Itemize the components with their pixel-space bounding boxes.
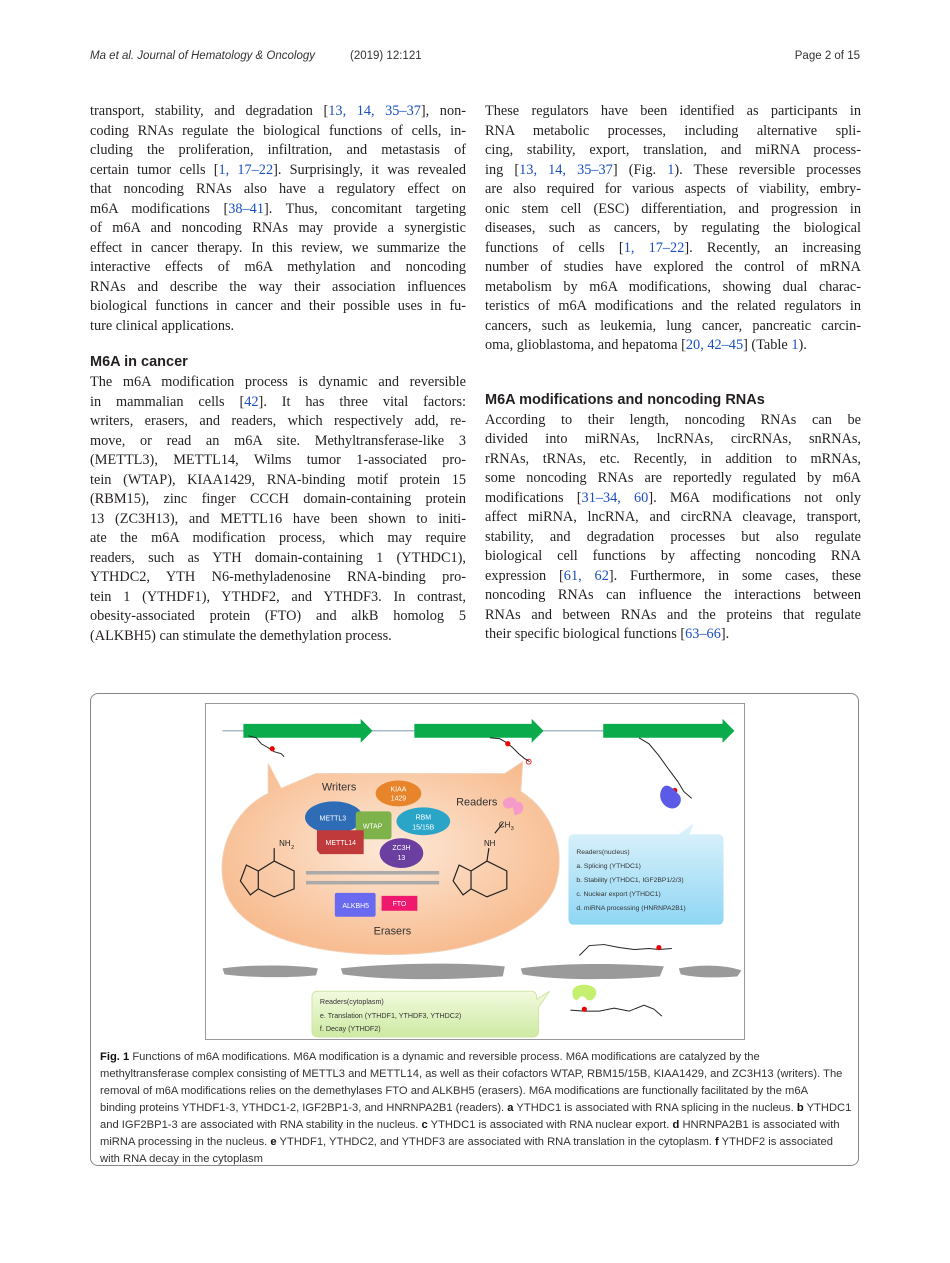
- caption-text: Functions of m6A modifications. M6A modification is a dynamic and reversible process. M6A modifications are catalyzed by the: [129, 1051, 760, 1063]
- citation-link[interactable]: 1, 17–22: [623, 239, 685, 256]
- text-line: writers, erasers, and readers, which respectively add, re-: [90, 413, 466, 429]
- text-line: tein 1 (YTHDF1), YTHDF2, and YTHDF3. In contrast,: [90, 588, 466, 605]
- citation-link[interactable]: 38–41: [228, 200, 264, 217]
- caption-label: d: [672, 1119, 680, 1131]
- caption-line: [100, 1083, 850, 1100]
- nh2-subscript: 2: [291, 845, 295, 852]
- text-line: rRNAs, tRNAs, etc. Recently, in addition to mRNAs,: [485, 450, 861, 467]
- caption-label: Fig. 1: [100, 1051, 130, 1063]
- text-line: YTHDC2, YTH N6-methyladenosine RNA-binding pro-: [90, 569, 466, 585]
- text-line: teristics of m6A modifications and the related regulators in: [485, 298, 861, 314]
- callout-item: c. Nuclear export (YTHDC1): [576, 890, 661, 898]
- text-line: ate the m6A modification process, which may require: [90, 530, 466, 546]
- paragraph: [90, 102, 466, 336]
- citation-link[interactable]: 61, 62: [563, 567, 609, 584]
- section-heading: M6A modifications and noncoding RNAs: [485, 391, 765, 408]
- citation-link[interactable]: 20, 42–45: [685, 337, 744, 353]
- text-line: that noncoding RNAs also have a regulatory effect on: [90, 181, 466, 197]
- text-line: interactive effects of m6A methylation and noncoding: [90, 259, 466, 275]
- rbm-label: RBM: [415, 814, 432, 822]
- caption-line: [100, 1151, 850, 1168]
- erasers-label: Erasers: [373, 925, 412, 938]
- figure-caption: [100, 1049, 850, 1168]
- callout-title: Readers(nucleus): [576, 849, 630, 857]
- right-column: [485, 102, 861, 645]
- forward-reaction-arrow: [306, 871, 439, 874]
- text-line: stability, and degradation processes but also regulate: [485, 528, 861, 545]
- text-line: metabolism by m6A modifications, showing dual charac-: [485, 278, 861, 295]
- caption-text: HNRNPA2B1 is associated with: [679, 1119, 840, 1131]
- text-line: m6A modifications [38–41]. Thus, concomitant targeting: [90, 200, 467, 217]
- text-line: diseases, such as cancers, by regulating the biological: [485, 220, 861, 236]
- nh-label: NH: [483, 839, 496, 849]
- text-line: number of studies have explored the control of mRNA: [485, 259, 861, 275]
- citation-link[interactable]: 31–34, 60: [581, 489, 649, 506]
- caption-line: [100, 1100, 850, 1117]
- text-line: noncoding RNAs can influence the interactions between: [485, 587, 861, 603]
- gene-arrow: [243, 719, 372, 743]
- text-line: expression [61, 62]. Furthermore, in some cases, these: [485, 567, 861, 584]
- caption-text: methyltransferase complex consisting of METTL3 and METTL14, as well as their cofactors WTAP, RBM15/15B, KIAA1429, and ZC3H13 (writers). The: [100, 1068, 843, 1080]
- readers-label: Readers: [456, 796, 498, 809]
- reader-protein-blue: [660, 786, 681, 809]
- text-line: According to their length, noncoding RNAs can be: [485, 411, 861, 428]
- text-line: The m6A modification process is dynamic and reversible: [90, 374, 466, 390]
- fto-label: FTO: [392, 900, 407, 908]
- callout-item: f. Decay (YTHDF2): [319, 1025, 381, 1034]
- paragraph: [485, 102, 861, 356]
- caption-text: miRNA processing in the nucleus.: [100, 1136, 271, 1148]
- caption-text: YTHDC1: [803, 1102, 852, 1114]
- text-line: biological functions in cancer and their possible uses in fu-: [90, 298, 466, 314]
- text-line: 13 (ZC3H13), and METTL16 have been shown to initi-: [90, 510, 466, 527]
- citation-link[interactable]: 42: [244, 393, 259, 410]
- caption-label: e: [270, 1136, 277, 1148]
- gene-arrow: [414, 719, 543, 743]
- text-line: readers, such as YTH domain-containing 1 (YTHDC1),: [90, 549, 466, 566]
- rna-strand: [248, 736, 284, 757]
- caption-text: binding proteins YTHDF1-3, YTHDC1-2, IGF2BP1-3, and HNRNPA2B1 (readers).: [100, 1102, 508, 1114]
- journal-name: Ma et al. Journal of Hematology & Oncology: [90, 50, 316, 62]
- caption-text: and IGF2BP1-3 are associated with RNA stability in the nucleus.: [100, 1119, 422, 1131]
- page-number: Page 2 of 15: [794, 50, 860, 62]
- citation-link[interactable]: 13, 14, 35–37: [328, 103, 421, 119]
- text-line: ing [13, 14, 35–37] (Fig. 1). These reversible processes: [485, 161, 862, 178]
- text-line: coding RNAs regulate the biological functions of cells, in-: [90, 122, 466, 139]
- gene-arrow: [603, 719, 734, 743]
- caption-label: a: [507, 1102, 514, 1114]
- wtap-label: WTAP: [362, 823, 383, 831]
- figure-reference-link[interactable]: 1: [791, 337, 799, 353]
- rna-strand: [490, 738, 530, 762]
- zc3h13-protein: [380, 838, 424, 868]
- callout-item: d. miRNA processing (HNRNPA2B1): [576, 904, 686, 912]
- text-line: oma, glioblastoma, and hepatoma [20, 42–45] (Table 1).: [485, 337, 807, 353]
- caption-text: YTHDC1 is associated with RNA splicing in the nucleus.: [513, 1102, 797, 1114]
- running-header-citation: (2019) 12:121: [350, 50, 422, 62]
- text-line: (RBM15), zinc finger CCCH domain-containing protein: [90, 491, 466, 507]
- text-line: biological cell functions by affecting noncoding RNA: [485, 548, 861, 564]
- text-line: affect miRNA, lncRNA, and circRNA cleavage, transport,: [485, 509, 861, 525]
- text-line: onic stem cell (ESC) differentiation, and progression in: [485, 200, 861, 217]
- caption-text: YTHDF1, YTHDC2, and YTHDF3 are associated with RNA translation in the cytoplasm.: [276, 1136, 715, 1148]
- text-line: These regulators have been identified as participants in: [485, 103, 861, 119]
- ch3-label: CH: [498, 820, 511, 830]
- text-line: cancers, such as leukemia, lung cancer, pancreatic carcin-: [485, 317, 861, 334]
- caption-text: removal of m6A modifications relies on the demethylases FTO and ALKBH5 (erasers). M6A modifications are functionally facilitated by the m6A: [100, 1085, 809, 1097]
- caption-text: YTHDC1 is associated with RNA nuclear export.: [427, 1119, 673, 1131]
- rbm-label: 15/15B: [412, 824, 435, 832]
- text-line: obesity-associated protein (FTO) and alkB homolog 5: [90, 608, 466, 624]
- caption-line: [100, 1049, 850, 1066]
- citation-link[interactable]: 13, 14, 35–37: [519, 161, 613, 178]
- citation-link[interactable]: 63–66: [685, 626, 721, 642]
- callout-title: Readers(cytoplasm): [319, 998, 384, 1007]
- text-line: modifications [31–34, 60]. M6A modifications not only: [485, 489, 861, 506]
- text-line: some noncoding RNAs are reportedly regulated by m6A: [485, 470, 861, 486]
- text-line: are also required for various aspects of viability, embry-: [485, 181, 861, 197]
- text-line: divided into miRNAs, lncRNAs, circRNAs, snRNAs,: [485, 431, 861, 447]
- running-header-journal: [90, 50, 315, 62]
- zc3h-label: ZC3H: [392, 845, 411, 853]
- ch3-subscript: 3: [510, 826, 514, 833]
- figure-1-diagram: [205, 703, 745, 1040]
- mettl3-label: METTL3: [319, 815, 347, 823]
- caption-line: [100, 1134, 850, 1151]
- nh2-label: NH: [279, 839, 291, 849]
- paragraph: [90, 373, 466, 646]
- callout-item: a. Splicing (YTHDC1): [576, 863, 641, 871]
- text-line: RNAs and describe the way their association influences: [90, 278, 466, 295]
- paragraph: [485, 411, 861, 645]
- reverse-reaction-arrow: [306, 881, 439, 884]
- kiaa-label: 1429: [390, 795, 407, 803]
- text-line: RNA metabolic processes, including alternative spli-: [485, 122, 861, 139]
- alkbh5-label: ALKBH5: [342, 902, 370, 910]
- callout-item: e. Translation (YTHDF1, YTHDF3, YTHDC2): [319, 1012, 462, 1021]
- text-line: move, or read an m6A site. Methyltransferase-like 3: [90, 432, 466, 449]
- kiaa-label: KIAA: [390, 786, 407, 794]
- section-heading: M6A in cancer: [90, 354, 188, 370]
- callout-item: b. Stability (YTHDC1, IGF2BP1/2/3): [576, 876, 684, 884]
- text-line: (ALKBH5) can stimulate the demethylation process.: [90, 627, 392, 644]
- nuclear-membrane: [223, 964, 742, 979]
- caption-line: [100, 1117, 850, 1134]
- zc3h-label: 13: [397, 855, 406, 863]
- left-column: [90, 102, 466, 646]
- citation-link[interactable]: 1, 17–22: [218, 161, 274, 178]
- text-line: functions of cells [1, 17–22]. Recently, an increasing: [485, 239, 861, 256]
- text-line: RNAs and between RNAs and the proteins that regulate: [485, 606, 861, 623]
- figure-reference-link[interactable]: 1: [667, 161, 675, 178]
- caption-text: with RNA decay in the cytoplasm: [100, 1153, 263, 1165]
- text-line: of m6A and noncoding RNAs may provide a synergistic: [90, 220, 466, 236]
- gene-arrows: [243, 719, 734, 743]
- caption-label: c: [421, 1119, 428, 1131]
- text-line: certain tumor cells [1, 17–22]. Surprisingly, it was revealed: [90, 161, 466, 178]
- mettl14-label: METTL14: [325, 840, 357, 848]
- text-line: cing, stability, export, translation, and miRNA process-: [485, 142, 861, 158]
- caption-line: [100, 1066, 850, 1083]
- caption-label: b: [796, 1102, 804, 1114]
- text-line: cluding the proliferation, infiltration, and metastasis of: [90, 142, 466, 158]
- text-line: their specific biological functions [63–66].: [485, 626, 730, 642]
- writers-label: Writers: [321, 781, 357, 794]
- text-line: effect in cancer therapy. In this review, we summarize the: [90, 239, 466, 256]
- text-line: ture clinical applications.: [90, 317, 235, 334]
- text-line: (METTL3), METTL14, Wilms tumor 1-associated pro-: [90, 452, 466, 468]
- reader-protein-green: [572, 985, 596, 1001]
- caption-text: YTHDF2 is associated: [718, 1136, 833, 1148]
- caption-label: f: [714, 1136, 719, 1148]
- text-line: in mammalian cells [42]. It has three vital factors:: [90, 393, 466, 410]
- text-line: transport, stability, and degradation [13, 14, 35–37], non-: [90, 103, 466, 119]
- text-line: tein (WTAP), KIAA1429, RNA-binding motif protein 15: [90, 471, 466, 488]
